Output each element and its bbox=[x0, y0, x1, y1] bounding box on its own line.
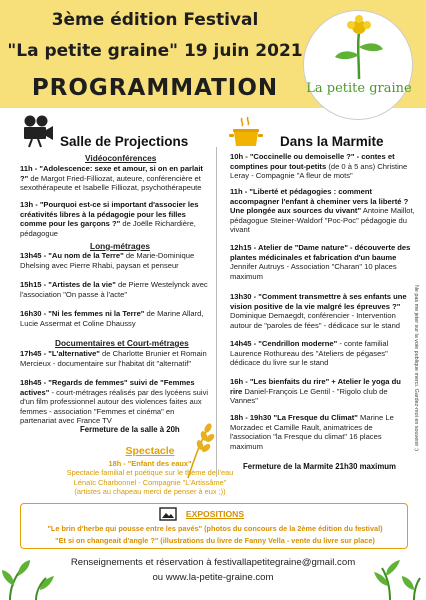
edition-title: 3ème édition Festival bbox=[51, 10, 259, 30]
videoconferences-label: Vidéoconférences bbox=[85, 153, 157, 163]
programme-item: 11h - "Liberté et pédagogies : comment accompagner l'enfant à cheminer vers la liberté ? Une plongée aux sources du vivant" Antoine Maillot, pédagogue Steiner-Waldorf "Poc-Poc" pédagogie du vivant bbox=[230, 187, 415, 235]
programme-item: 13h - "Pourquoi est-ce si important d'associer les créativités libres à la pédagogie pour les filles comme pour les garçons ?" de Joëlle Richardière, pédagogue bbox=[20, 200, 199, 238]
programme-item: 17h45 - "L'alternative" de Charlotte Brunier et Romain Mercieux - documentaire sur l'habitat dit "alternatif" bbox=[20, 349, 207, 368]
marmite-title: Dans la Marmite bbox=[280, 134, 384, 149]
exposition-item: "Et si on changeait d'angle ?" (illustrations du livre de Fanny Vella - vente du livre sur place) bbox=[55, 536, 375, 545]
programme-item: 10h - "Coccinelle ou demoiselle ?" - contes et comptines pour tout-petits (de 0 à 5 ans) Christine Leray - Compagnie "A fleur de mots" bbox=[230, 152, 408, 181]
programme-item: 13h30 - "Comment transmettre à ses enfants une vision positive de la vie malgré les épreuves ?" Dominique Demaegdt, conférencier - Intervention autour de "paroles de fées" - dédicace sur le stand bbox=[230, 292, 407, 330]
programme-item: 16h30 - "Ni les femmes ni la Terre" de Marine Allard, Lucie Assermat et Coline Dhaussy bbox=[20, 309, 204, 328]
documentaires-label: Documentaires et Court-métrages bbox=[55, 338, 189, 348]
expositions-title: EXPOSITIONS bbox=[185, 509, 245, 519]
side-note: Ne pas me jeter sur la voie publique merci. Gardez-moi en souvenir :) bbox=[413, 285, 419, 451]
programme-item: 18h45 - "Regards de femmes" suivi de "Femmes actives" - court-métrages réalisés par des lycéens suivi d'un film professionnel autour des violences faites aux femmes - association "Femmes et cinéma" en partenariat avec France TV bbox=[20, 378, 209, 426]
festival-date-title: "La petite graine" 19 juin 2021 bbox=[7, 41, 303, 61]
marmite-closing-time: Fermeture de la Marmite 21h30 maximum bbox=[243, 462, 396, 471]
programme-item: 18h - 19h30 "La Fresque du Climat" Marine Le Morzadec et Camille Rault, animatrices de l'association "la Fresque du climat" 16 places maximum bbox=[230, 413, 394, 451]
programme-item: 14h45 - "Cendrillon moderne" - conte familial Laurence Rothureau des "Ateliers de pégases" dédicace du livre sur le stand bbox=[230, 339, 389, 368]
exposition-item: "Le brin d'herbe qui pousse entre les pavés" (photos du concours de la 2ème édition du festival) bbox=[47, 524, 383, 533]
programme-item: 13h45 - "Au nom de la Terre" de Marie-Dominique Dhelsing avec Pierre Rhabi, paysan et penseur bbox=[20, 251, 195, 270]
cooking-pot-icon bbox=[228, 114, 264, 148]
logo-text: La petite graine bbox=[306, 81, 412, 96]
programme-item: 12h15 - Atelier de "Dame nature" - découverte des plantes médicinales et fabrication d'un baume Jennifer Autruys - Association "Charan" 10 places maximum bbox=[230, 243, 411, 281]
plant-right-icon bbox=[370, 548, 426, 600]
salle-projections-title: Salle de Projections bbox=[60, 134, 189, 149]
expositions-box bbox=[20, 503, 408, 549]
programme-item: 16h - "Les bienfaits du rire" + Atelier le yoga du rire Daniel-François Le Gentil - "Rigolo club de Vannes" bbox=[230, 377, 401, 406]
spectacle-details: 18h - "Enfant des eaux" Spectacle familial et poétique sur le thème de l'eau Lénaïc Charbonnel - Compagnie "L'Artissâme" (artistes au chapeau merci de penser à eux ;)) bbox=[66, 459, 234, 497]
sprout-logo-icon bbox=[329, 15, 389, 81]
contact-website: ou www.la-petite-graine.com bbox=[152, 572, 274, 583]
contact-email: Renseignements et réservation à festivallapetitegraine@gmail.com bbox=[70, 557, 356, 568]
film-camera-icon bbox=[20, 114, 54, 148]
programme-title: PROGRAMMATION bbox=[31, 75, 279, 101]
plant-left-icon bbox=[0, 548, 56, 600]
long-metrages-label: Long-métrages bbox=[90, 241, 150, 251]
programme-item: 11h - "Adolescence: sexe et amour, si on en parlait ?" de Margot Fried-Filliozat, auteure, conférencière et sexothérapeute et Isabelle Filliozat, psychothérapeute bbox=[20, 164, 203, 193]
spectacle-title: Spectacle bbox=[125, 445, 175, 457]
festival-logo bbox=[303, 10, 413, 120]
programme-item: 15h15 - "Artistes de la vie" de Pierre Westelynck avec l'association "On passe à l'acte" bbox=[20, 280, 208, 299]
salle-closing-time: Fermeture de la salle à 20h bbox=[80, 425, 180, 434]
column-divider bbox=[216, 147, 217, 477]
